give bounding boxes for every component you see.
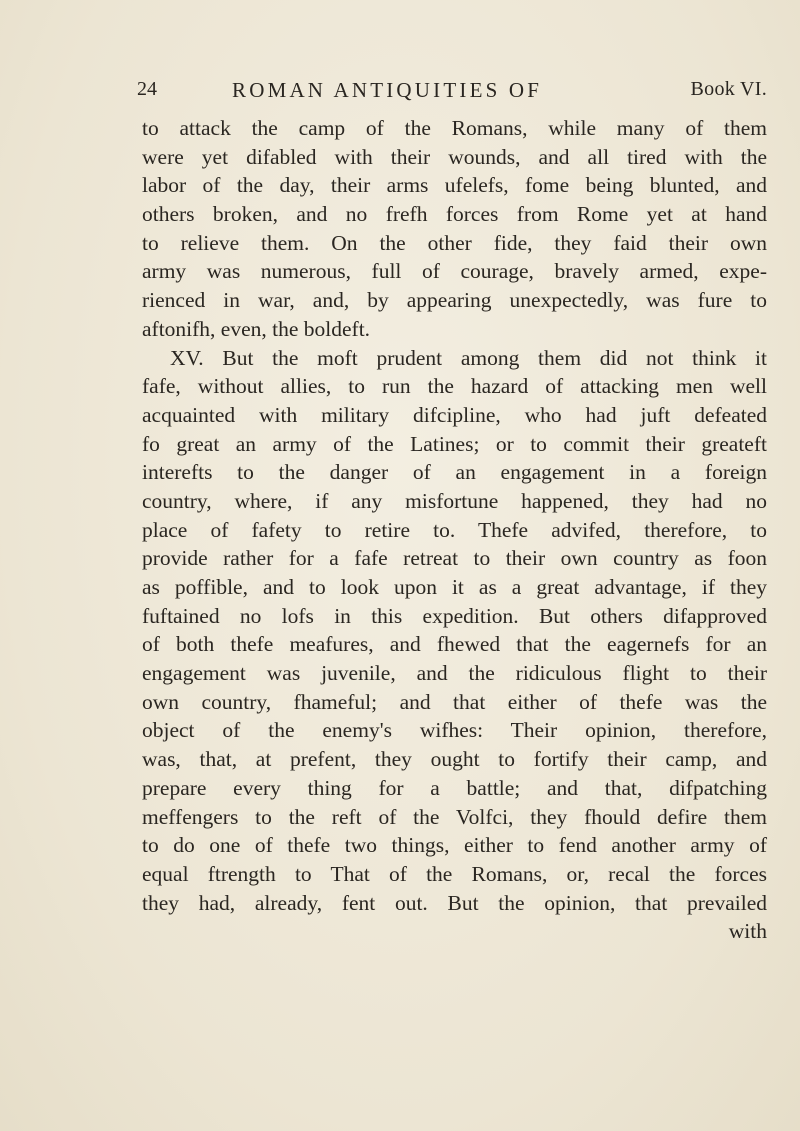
page-number: 24: [137, 78, 157, 100]
text-line: was, that, at prefent, they ought to fortify their camp, and: [142, 747, 767, 772]
running-title: ROMAN ANTIQUITIES OF: [232, 78, 543, 102]
text-line: fo great an army of the Latines; or to commit their greateft: [142, 431, 767, 456]
text-line: acquainted with military difcipline, who had juft defeated: [142, 402, 767, 427]
text-line: place of fafety to retire to. Thefe advifed, therefore, to: [142, 517, 767, 542]
text-line: labor of the day, their arms ufelefs, fome being blunted, and: [142, 173, 767, 198]
text-line: own country, fhameful; and that either of thefe was the: [142, 689, 767, 714]
catchword: with: [728, 919, 767, 944]
text-line: to do one of thefe two things, either to fend another army of: [142, 833, 767, 858]
text-line: of both thefe meafures, and fhewed that the eagernefs for an: [142, 632, 767, 657]
text-line: to relieve them. On the other fide, they faid their own: [142, 230, 767, 255]
text-line: were yet difabled with their wounds, and all tired with the: [142, 144, 767, 169]
text-line: fuftained no lofs in this expedition. But others difapproved: [142, 603, 767, 628]
text-line: as poffible, and to look upon it as a great advantage, if they: [142, 575, 767, 599]
text-line: XV. But the moft prudent among them did not think it: [170, 345, 767, 370]
book-label: Book VI.: [690, 78, 767, 100]
text-line: prepare every thing for a battle; and that, difpatching: [142, 775, 767, 800]
page-header: [137, 78, 767, 108]
text-line: interefts to the danger of an engagement in a foreign: [142, 460, 767, 485]
text-line: equal ftrength to That of the Romans, or, recal the forces: [142, 861, 767, 886]
text-line: others broken, and no frefh forces from Rome yet at hand: [142, 202, 767, 227]
text-line: army was numerous, full of courage, bravely armed, expe-: [142, 259, 767, 284]
text-line: fafe, without allies, to run the hazard of attacking men well: [142, 374, 767, 399]
text-line: aftonifh, even, the boldeft.: [142, 316, 371, 341]
text-line: to attack the camp of the Romans, while many of them: [142, 116, 767, 140]
text-line: they had, already, fent out. But the opinion, that prevailed: [142, 890, 767, 915]
text-line: provide rather for a fafe retreat to their own country as foon: [142, 546, 767, 571]
text-line: rienced in war, and, by appearing unexpectedly, was fure to: [142, 288, 767, 313]
body-text: [142, 114, 767, 946]
text-line: object of the enemy's wifhes: Their opinion, therefore,: [142, 718, 767, 743]
text-line: meffengers to the reft of the Volfci, they fhould defire them: [142, 804, 767, 829]
text-line: country, where, if any misfortune happened, they had no: [142, 488, 767, 513]
text-line: engagement was juvenile, and the ridiculous flight to their: [142, 661, 767, 686]
